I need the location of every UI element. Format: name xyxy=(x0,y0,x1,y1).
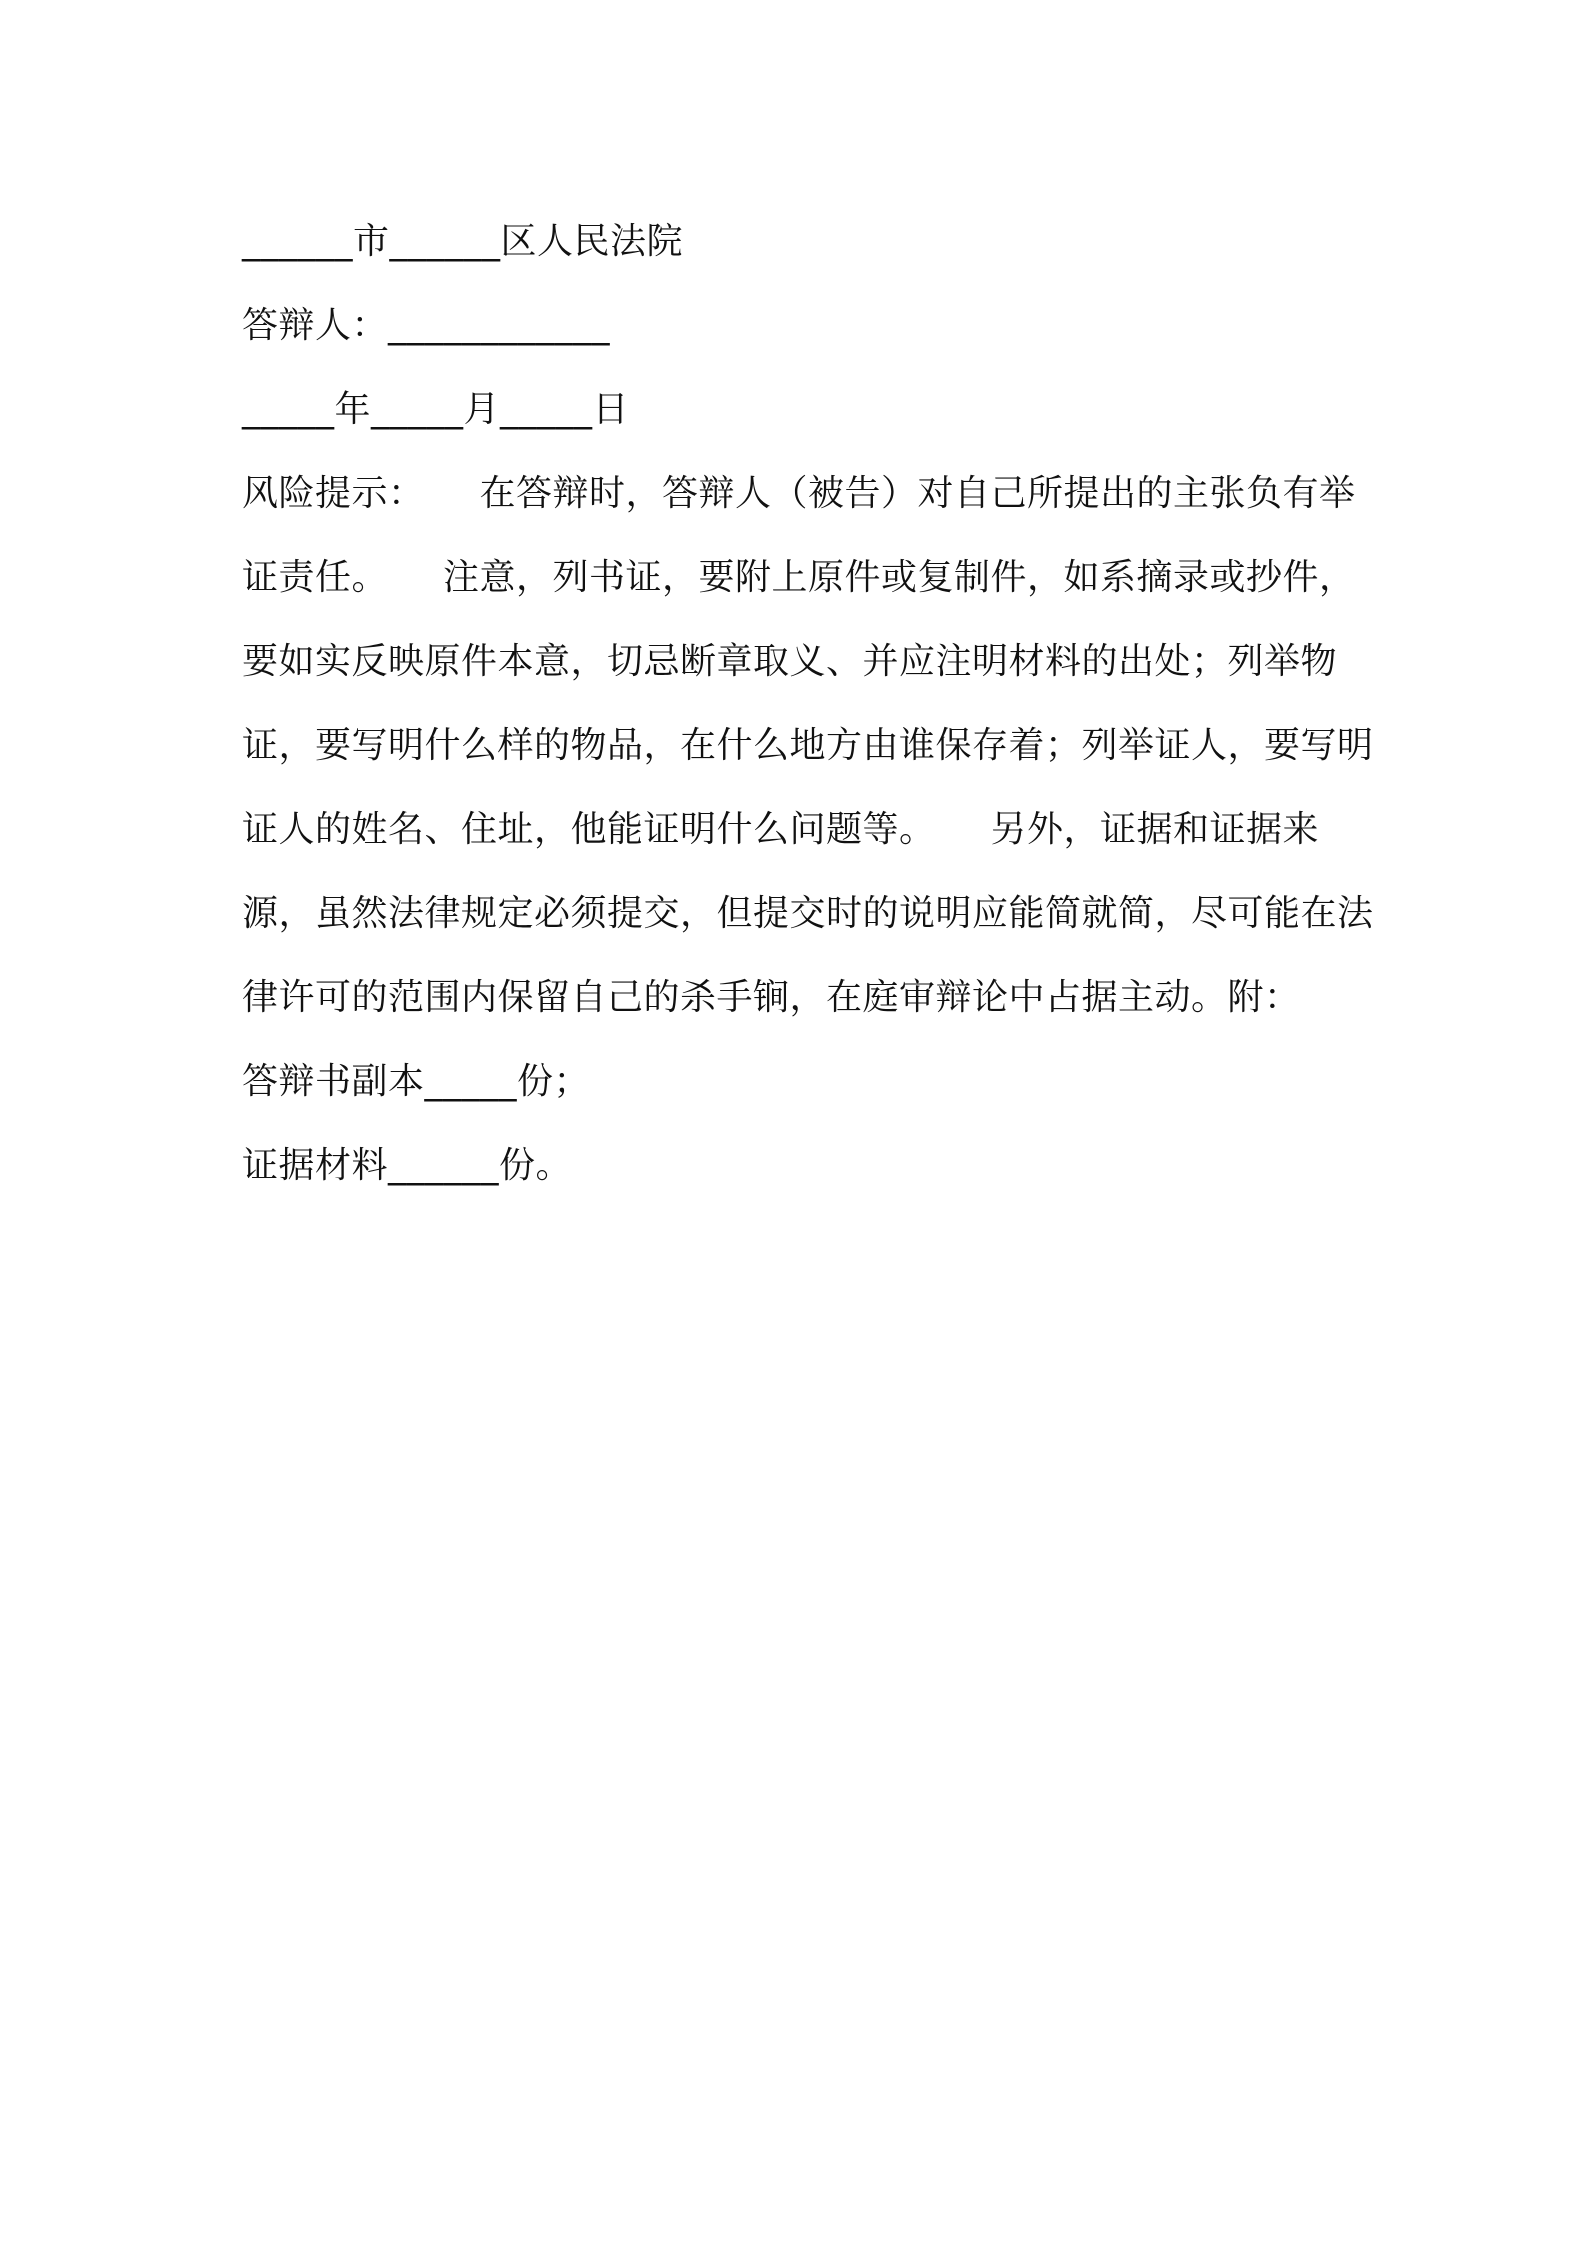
document-body xyxy=(242,200,1382,1208)
date-line: _____年_____月_____日 xyxy=(242,389,630,430)
copies-line: 答辩书副本_____份； xyxy=(242,1061,591,1102)
respondent-line: 答辩人：____________ xyxy=(242,305,611,346)
risk-notice-paragraph: 风险提示： 在答辩时，答辩人（被告）对自己所提出的主张负有举证责任。 注意，列书证，要附上原件或复制件，如系摘录或抄件，要如实反映原件本意，切忌断章取义、并应注明材料的出处；列举物证，要写明什么样的物品，在什么地方由谁保存着；列举证人，要写明证人的姓名、住址，他能证明什么问题等。 另外，证据和证据来源，虽然法律规定必须提交，但提交时的说明应能简就简，尽可能在法律许可的范围内保留自己的杀手锏，在庭审辩论中占据主动。附： xyxy=(242,473,1374,1018)
court-line: ______市______区人民法院 xyxy=(242,221,684,262)
evidence-line: 证据材料______份。 xyxy=(242,1145,573,1186)
